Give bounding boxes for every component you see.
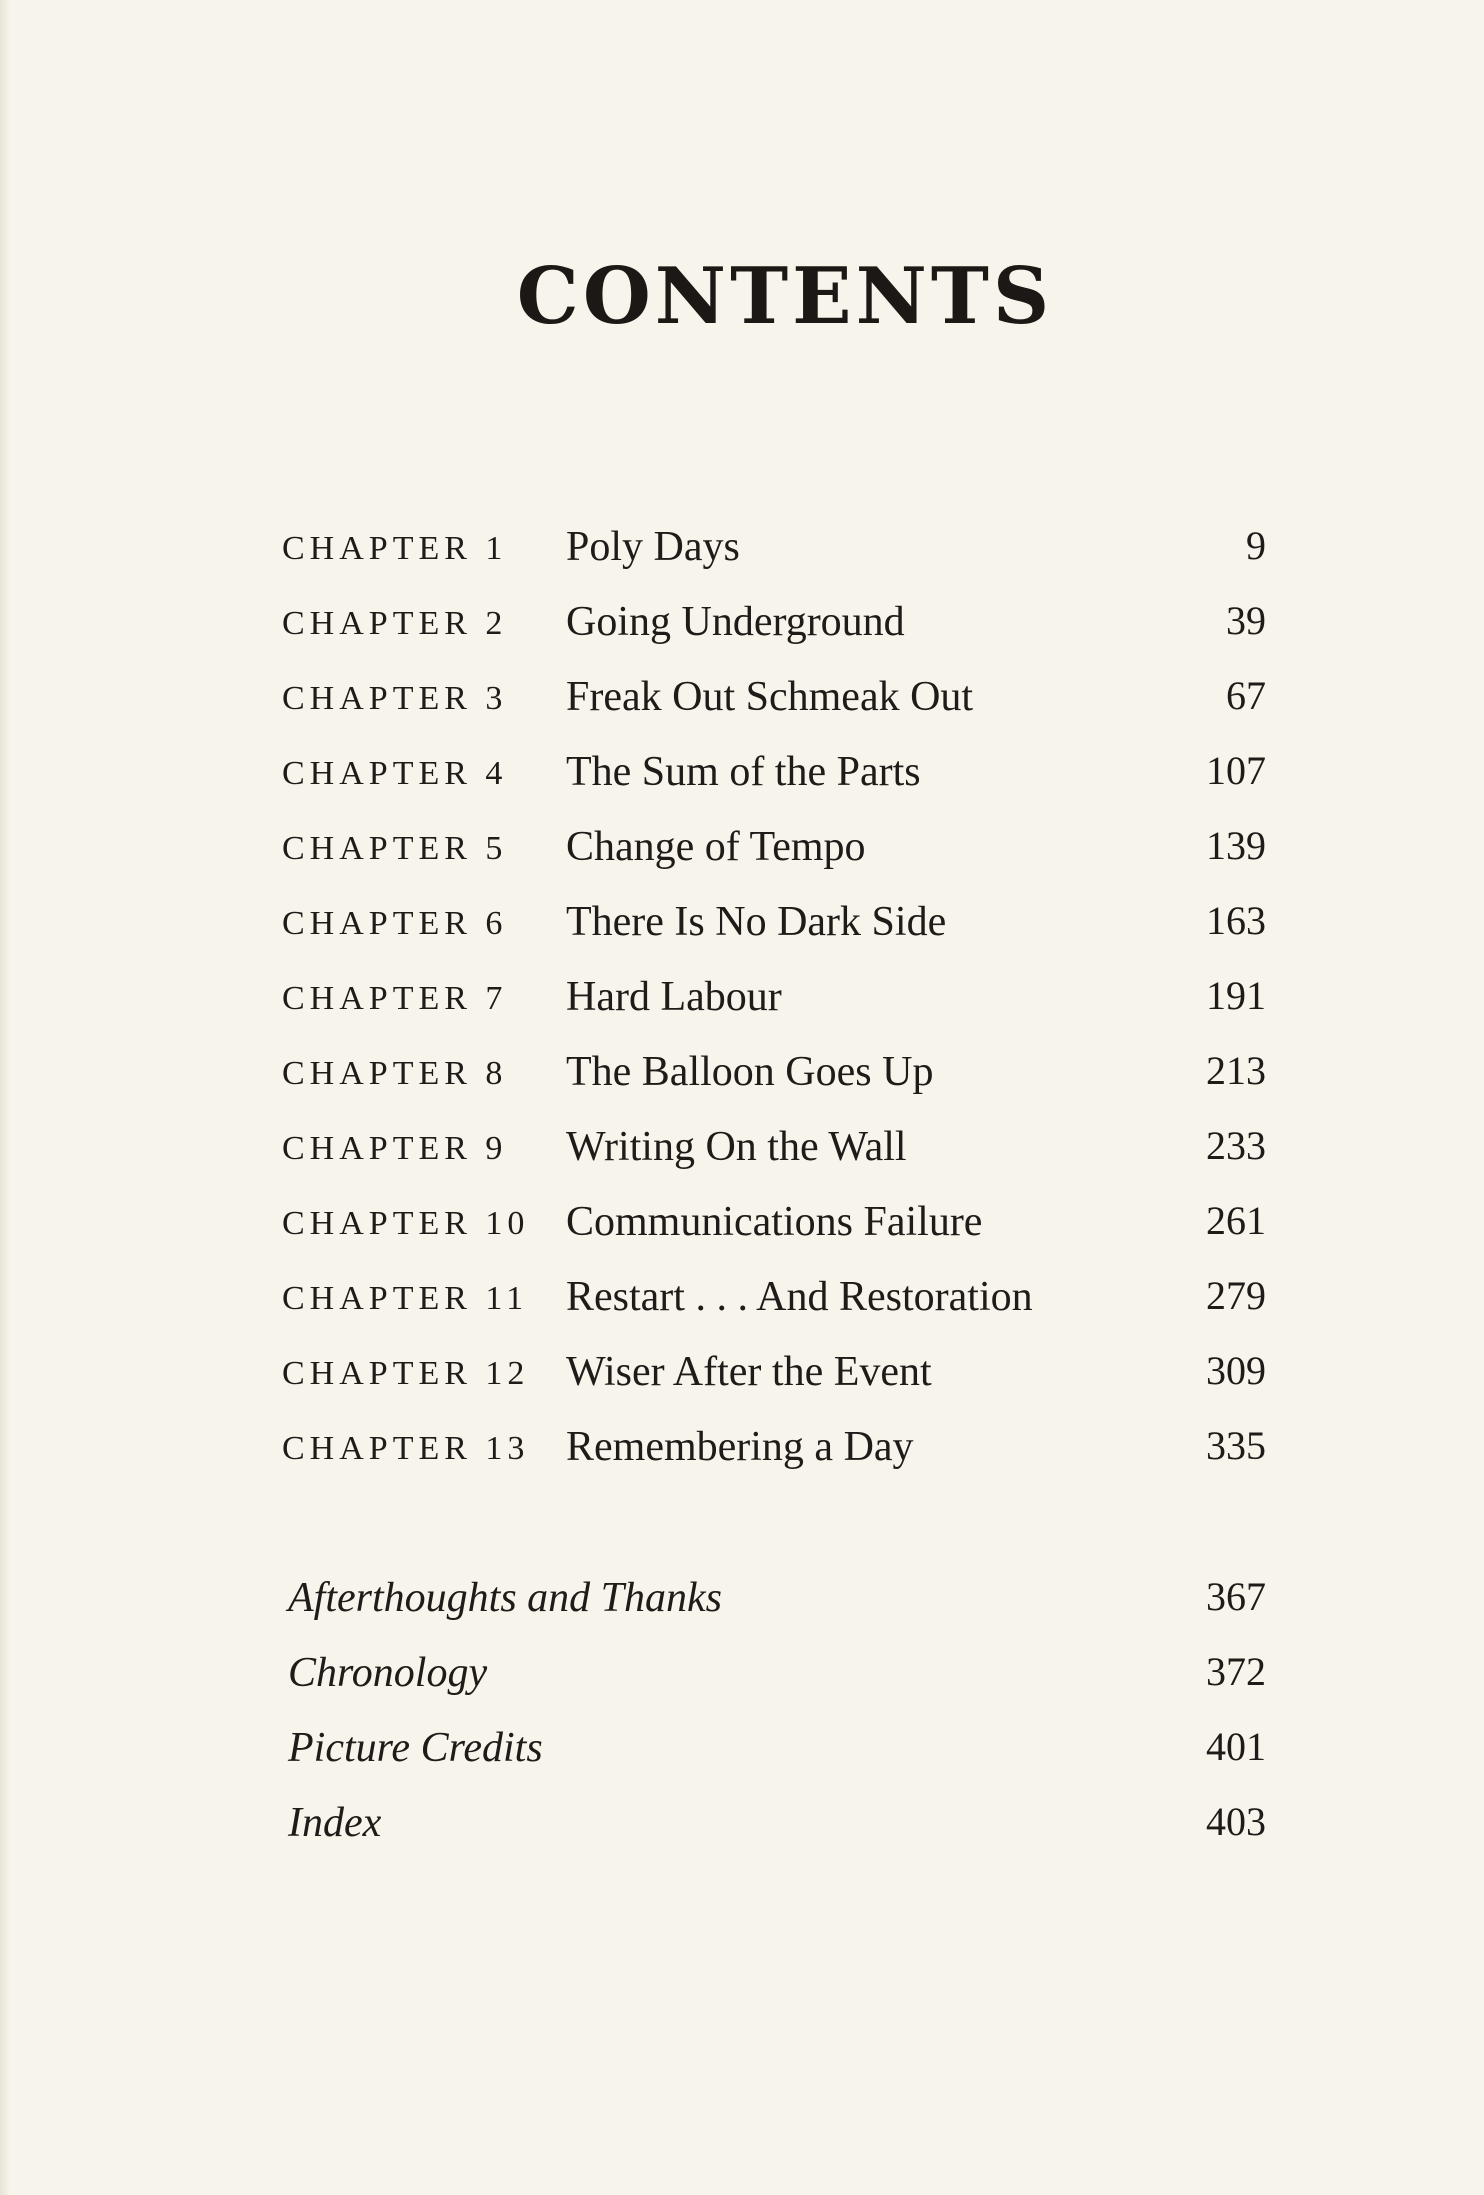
chapter-page-number: 9 (1246, 523, 1266, 568)
chapter-label: CHAPTER 3 (282, 680, 508, 717)
chapter-page-number: 39 (1226, 598, 1266, 643)
chapter-page-number: 191 (1206, 973, 1266, 1018)
chapter-page-number: 163 (1206, 898, 1266, 943)
chapter-page-number: 309 (1206, 1348, 1266, 1393)
chapter-page-number: 67 (1226, 673, 1266, 718)
chapter-title: Hard Labour (566, 974, 782, 1020)
toc-row-afterthoughts[interactable] (0, 1574, 1484, 1637)
chapter-label: CHAPTER 4 (282, 755, 508, 792)
back-matter-title: Chronology (288, 1650, 488, 1696)
chapter-title: Freak Out Schmeak Out (566, 674, 974, 720)
chapter-title: The Sum of the Parts (566, 749, 921, 795)
chapter-page-number: 261 (1206, 1198, 1266, 1243)
chapter-label: CHAPTER 6 (282, 905, 508, 942)
back-matter-page-number: 403 (1206, 1799, 1266, 1844)
back-matter-title: Index (288, 1800, 382, 1846)
toc-row-chapter-12[interactable] (0, 1348, 1484, 1411)
chapter-title: The Balloon Goes Up (566, 1049, 934, 1095)
toc-row-chapter-1[interactable] (0, 523, 1484, 586)
chapter-title: Communications Failure (566, 1199, 983, 1245)
chapter-page-number: 139 (1206, 823, 1266, 868)
toc-row-chapter-2[interactable] (0, 598, 1484, 661)
chapter-label: CHAPTER 2 (282, 605, 508, 642)
chapter-title: There Is No Dark Side (566, 899, 947, 945)
toc-row-chapter-10[interactable] (0, 1198, 1484, 1261)
chapter-title: Change of Tempo (566, 824, 866, 870)
page-title: CONTENTS (516, 251, 1054, 342)
toc-row-chronology[interactable] (0, 1649, 1484, 1712)
chapter-title: Writing On the Wall (566, 1124, 907, 1170)
chapter-label: CHAPTER 1 (282, 530, 508, 567)
back-matter-page-number: 372 (1206, 1649, 1266, 1694)
chapter-label: CHAPTER 7 (282, 980, 508, 1017)
chapter-label: CHAPTER 5 (282, 830, 508, 867)
chapter-label: CHAPTER 8 (282, 1055, 508, 1092)
chapter-title: Restart . . . And Restoration (566, 1274, 1033, 1320)
chapter-label: CHAPTER 12 (282, 1355, 530, 1392)
toc-row-chapter-7[interactable] (0, 973, 1484, 1036)
toc-row-chapter-11[interactable] (0, 1273, 1484, 1336)
chapter-title: Wiser After the Event (566, 1349, 932, 1395)
chapter-label: CHAPTER 13 (282, 1430, 530, 1467)
toc-row-chapter-4[interactable] (0, 748, 1484, 811)
chapter-title: Remembering a Day (566, 1424, 914, 1470)
chapter-page-number: 107 (1206, 748, 1266, 793)
back-matter-title: Picture Credits (288, 1725, 543, 1771)
toc-row-chapter-13[interactable] (0, 1423, 1484, 1486)
toc-row-chapter-9[interactable] (0, 1123, 1484, 1186)
toc-row-chapter-5[interactable] (0, 823, 1484, 886)
chapter-label: CHAPTER 9 (282, 1130, 508, 1167)
chapter-label: CHAPTER 11 (282, 1280, 529, 1317)
toc-row-chapter-3[interactable] (0, 673, 1484, 736)
chapter-page-number: 233 (1206, 1123, 1266, 1168)
back-matter-page-number: 367 (1206, 1574, 1266, 1619)
chapter-page-number: 335 (1206, 1423, 1266, 1468)
back-matter-title: Afterthoughts and Thanks (288, 1575, 723, 1621)
chapter-page-number: 279 (1206, 1273, 1266, 1318)
toc-row-index[interactable] (0, 1799, 1484, 1862)
chapter-title: Going Underground (566, 599, 905, 645)
chapter-label: CHAPTER 10 (282, 1205, 530, 1242)
toc-row-chapter-6[interactable] (0, 898, 1484, 961)
toc-row-picture-credits[interactable] (0, 1724, 1484, 1787)
chapter-page-number: 213 (1206, 1048, 1266, 1093)
back-matter-page-number: 401 (1206, 1724, 1266, 1769)
toc-row-chapter-8[interactable] (0, 1048, 1484, 1111)
chapter-title: Poly Days (566, 524, 740, 570)
